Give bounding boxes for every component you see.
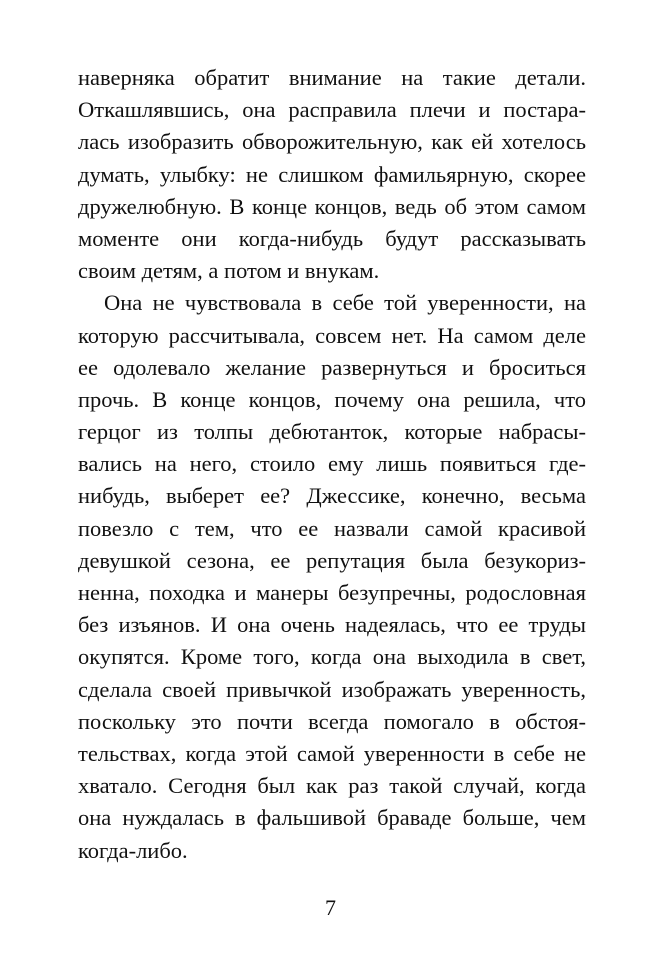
text-line: хватало. Сегодня был как раз такой случай, когда [78, 773, 586, 799]
text-line: дружелюбную. В конце концов, ведь об этом самом [78, 193, 586, 219]
paragraph-1 [78, 62, 586, 287]
text-line: сделала своей привычкой изображать уверенность, [78, 676, 586, 702]
text-line: девушкой сезона, ее репутация была безукориз- [78, 547, 586, 573]
text-line: герцог из толпы дебютанток, которые набрасы- [78, 419, 586, 445]
text-line: вались на него, стоило ему лишь появиться где- [78, 451, 586, 477]
text-line: которую рассчитывала, совсем нет. На самом деле [78, 322, 586, 348]
text-line: окупятся. Кроме того, когда она выходила в свет, [78, 644, 586, 670]
text-line: моменте они когда-нибудь будут рассказывать [78, 225, 586, 251]
body-text [78, 62, 586, 867]
page-number: 7 [325, 895, 336, 920]
text-line: повезло с тем, что ее назвали самой красивой [78, 515, 586, 541]
text-line: тельствах, когда этой самой уверенности в себе не [78, 740, 586, 766]
text-line: наверняка обратит внимание на такие детали. [78, 65, 586, 90]
text-line: поскольку это почти всегда помогало в обстоя- [78, 708, 586, 734]
text-line: ее одолевало желание развернуться и броситься [78, 354, 586, 380]
text-line: Откашлявшись, она расправила плечи и постара- [78, 97, 586, 123]
text-line: лась изобразить обворожительную, как ей хотелось [78, 129, 586, 155]
text-line: ненна, походка и манеры безупречны, родословная [78, 580, 586, 605]
text-line: без изъянов. И она очень надеялась, что ее труды [78, 612, 586, 638]
text-line: думать, улыбку: не слишком фамильярную, скорее [78, 161, 586, 187]
paragraph-2 [78, 287, 586, 866]
text-line: когда-либо. [78, 837, 188, 863]
text-line: своим детям, а потом и внукам. [78, 258, 380, 284]
text-line: прочь. В конце концов, почему она решила, что [78, 386, 586, 412]
text-line: она нуждалась в фальшивой браваде больше, чем [78, 805, 586, 831]
text-line: нибудь, выберет ее? Джессике, конечно, весьма [78, 483, 586, 509]
text-line: Она не чувствовала в себе той уверенности, на [104, 290, 586, 316]
